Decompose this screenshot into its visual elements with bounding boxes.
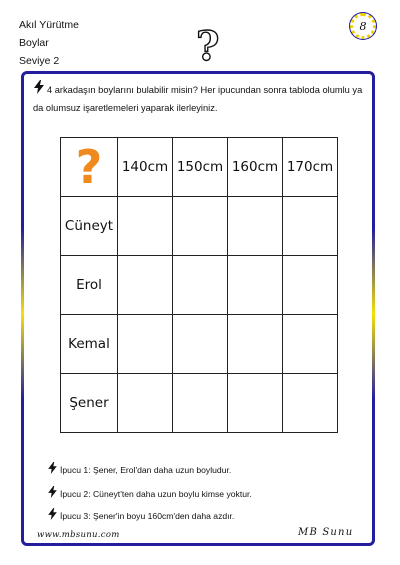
answer-cell[interactable] xyxy=(173,374,228,433)
answer-cell[interactable] xyxy=(118,374,173,433)
column-header: 160cm xyxy=(228,138,283,197)
lightning-icon xyxy=(48,462,57,474)
frame-accent-left xyxy=(21,229,24,399)
answer-cell[interactable] xyxy=(173,315,228,374)
brand-name: MB Sunu xyxy=(298,527,354,538)
answer-cell[interactable] xyxy=(283,197,338,256)
answer-cell[interactable] xyxy=(118,256,173,315)
clue-3 xyxy=(48,508,234,521)
clue-text: İpucu 2: Cüneyt'ten daha uzun boylu kimse yoktur. xyxy=(60,489,252,499)
question-icon: ? xyxy=(75,140,103,194)
row-header: Kemal xyxy=(61,315,118,374)
logic-grid xyxy=(60,137,338,433)
column-header: 140cm xyxy=(118,138,173,197)
answer-cell[interactable] xyxy=(173,197,228,256)
website-link: www.mbsunu.com xyxy=(37,530,120,540)
answer-cell[interactable] xyxy=(228,315,283,374)
row-header: Erol xyxy=(61,256,118,315)
clue-text: İpucu 3: Şener'in boyu 160cm'den daha azdır. xyxy=(60,511,235,521)
level-label: Seviye 2 xyxy=(19,55,60,67)
lightning-icon xyxy=(48,508,57,520)
answer-cell[interactable] xyxy=(118,197,173,256)
instructions xyxy=(33,80,373,117)
answer-cell[interactable] xyxy=(228,197,283,256)
answer-cell[interactable] xyxy=(228,256,283,315)
table-row xyxy=(61,315,338,374)
answer-cell[interactable] xyxy=(173,256,228,315)
corner-cell xyxy=(61,138,118,197)
answer-cell[interactable] xyxy=(283,315,338,374)
topic-title: Boylar xyxy=(19,37,49,49)
table-row xyxy=(61,374,338,433)
frame-accent-right xyxy=(372,229,375,399)
answer-cell[interactable] xyxy=(283,374,338,433)
table-header-row xyxy=(61,138,338,197)
subject-title: Akıl Yürütme xyxy=(19,19,79,31)
clue-2 xyxy=(48,486,252,499)
answer-cell[interactable] xyxy=(118,315,173,374)
clue-text: İpucu 1: Şener, Erol'dan daha uzun boyludur. xyxy=(60,465,232,475)
column-header: 170cm xyxy=(283,138,338,197)
row-header: Şener xyxy=(61,374,118,433)
answer-cell[interactable] xyxy=(228,374,283,433)
lightning-icon xyxy=(33,80,45,94)
row-header: Cüneyt xyxy=(61,197,118,256)
lightning-icon xyxy=(48,486,57,498)
question-mark-icon: ? xyxy=(196,23,220,70)
clue-1 xyxy=(48,462,231,475)
table-row xyxy=(61,256,338,315)
instructions-text: 4 arkadaşın boylarını bulabilir misin? Her ipucundan sonra tabloda olumlu ya da olumsuz işaretlemeleri yaparak ilerleyiniz. xyxy=(33,85,363,113)
answer-cell[interactable] xyxy=(283,256,338,315)
column-header: 150cm xyxy=(173,138,228,197)
table-row xyxy=(61,197,338,256)
page-number-badge: 8 xyxy=(350,13,376,39)
